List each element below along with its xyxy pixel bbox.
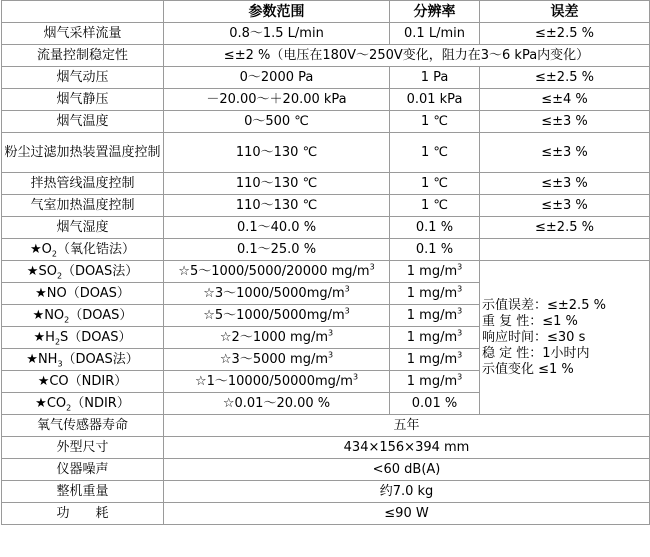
header-name-cell	[2, 1, 164, 23]
star-icon: ★	[33, 329, 46, 345]
gas-error-block	[480, 261, 650, 415]
formula-subscript: 3	[57, 359, 63, 369]
spec-row	[2, 133, 650, 173]
gas-label: $★NO_2(DOAS)$	[2, 305, 164, 327]
header-row	[2, 1, 650, 23]
merged-value: 约7.0 kg	[164, 481, 650, 503]
spec-row	[2, 415, 650, 437]
unit-superscript: 3	[457, 350, 463, 360]
range-value: 110～130 ℃	[164, 195, 390, 217]
spec-row	[2, 459, 650, 481]
gas-label: $★H_2S(DOAS)$	[2, 327, 164, 349]
gas-error-line: 示值变化 ≤1 %	[482, 361, 574, 377]
row-label: 烟气动压	[2, 67, 164, 89]
spec-row	[2, 111, 650, 133]
range-value: $☆1\sim 10000/50000mg/m^3$	[164, 371, 390, 393]
star-icon: ★	[35, 285, 47, 301]
header-param: 参数范围	[164, 1, 390, 23]
resolution-value: 0.01 %	[390, 393, 480, 415]
gas-row	[2, 261, 650, 283]
resolution-value: 0.1 %	[390, 239, 480, 261]
error-value: ≤±3 %	[480, 133, 650, 173]
header-resolution: 分辨率	[390, 1, 480, 23]
resolution-value: 1 ℃	[390, 111, 480, 133]
range-value: $☆5\sim 1000/5000mg/m^3$	[164, 305, 390, 327]
row-label: 烟气静压	[2, 89, 164, 111]
unit-superscript: 3	[352, 372, 359, 382]
formula-subscript: 2	[64, 315, 70, 325]
row-label: 整机重量	[2, 481, 164, 503]
spec-row	[2, 195, 650, 217]
unit-superscript: 3	[328, 328, 334, 338]
unit-superscript: 3	[344, 284, 350, 294]
range-value: 0.1～40.0 %	[164, 217, 390, 239]
gas-error-line: 响应时间：≤30 s	[482, 329, 586, 345]
range-value: ☆5～1000/5000/20000 $mg/m^3$	[164, 261, 390, 283]
range-value: 0～500 ℃	[164, 111, 390, 133]
formula-subscript: 2	[54, 337, 61, 347]
spec-row	[2, 481, 650, 503]
star-icon: ★	[32, 307, 45, 323]
formula-subscript: 2	[56, 271, 63, 281]
gas-label: $★SO_2(DOAS$法）	[2, 261, 164, 283]
range-value: $☆3\sim 1000/5000mg/m^3$	[164, 283, 390, 305]
gas-label: $★O_2$（氧化锆法）	[2, 239, 164, 261]
gas-row	[2, 239, 650, 261]
spec-row	[2, 217, 650, 239]
range-value: ☆2～1000 $mg/m^3$	[164, 327, 390, 349]
unit-superscript: 3	[457, 328, 463, 338]
star-icon: ★	[35, 395, 47, 411]
unit-superscript: 3	[457, 284, 463, 294]
range-value: 110～130 ℃	[164, 173, 390, 195]
row-label: 烟气采样流量	[2, 23, 164, 45]
spec-row	[2, 173, 650, 195]
resolution-value: 1 $mg/m^3$	[390, 305, 480, 327]
merged-value: 434×156×394 mm	[164, 437, 650, 459]
range-value: 0～2000 Pa	[164, 67, 390, 89]
resolution-value: 1 $mg/m^3$	[390, 283, 480, 305]
row-label: 外型尺寸	[2, 437, 164, 459]
star-icon: ★	[26, 351, 38, 367]
merged-value: 五年	[164, 415, 650, 437]
spec-row	[2, 503, 650, 525]
spec-row	[2, 23, 650, 45]
row-label: 烟气温度	[2, 111, 164, 133]
header-error: 误差	[480, 1, 650, 23]
resolution-value: 0.01 kPa	[390, 89, 480, 111]
resolution-value: 0.1 %	[390, 217, 480, 239]
row-label: 功 耗	[2, 503, 164, 525]
row-label: 烟气湿度	[2, 217, 164, 239]
unit-superscript: 3	[457, 372, 463, 382]
error-value: ≤±3 %	[480, 173, 650, 195]
error-value: ≤±3 %	[480, 111, 650, 133]
unit-superscript: 3	[328, 350, 334, 360]
star-icon: ★	[30, 241, 42, 257]
error-value: ≤±2.5 %	[480, 67, 650, 89]
star-icon: ★	[26, 263, 39, 279]
spec-table	[1, 0, 650, 525]
range-value: 110～130 ℃	[164, 133, 390, 173]
unit-superscript: 3	[369, 262, 375, 272]
gas-error-line: 稳 定 性：1小时内	[482, 345, 590, 361]
error-value: ≤±4 %	[480, 89, 650, 111]
row-label: 粉尘过滤加热装置温度控制	[2, 133, 164, 173]
spec-row	[2, 89, 650, 111]
resolution-value: 1 $mg/m^3$	[390, 261, 480, 283]
range-value: ☆0.01～20.00 %	[164, 393, 390, 415]
resolution-value: 1 ℃	[390, 133, 480, 173]
gas-label: ★CO（NDIR）	[2, 371, 164, 393]
spec-row	[2, 45, 650, 67]
merged-value: <60 dB(A)	[164, 459, 650, 481]
resolution-value: 1 $mg/m^3$	[390, 349, 480, 371]
range-value: 0.1～25.0 %	[164, 239, 390, 261]
gas-label: $★CO_2(NDIR)$	[2, 393, 164, 415]
gas-label: ★NO（DOAS）	[2, 283, 164, 305]
resolution-value: 1 ℃	[390, 195, 480, 217]
error-value	[480, 239, 650, 261]
resolution-value: 1 Pa	[390, 67, 480, 89]
unit-superscript: 3	[457, 306, 463, 316]
row-label: 氧气传感器寿命	[2, 415, 164, 437]
range-value: 0.8～1.5 L/min	[164, 23, 390, 45]
spec-row	[2, 67, 650, 89]
merged-value: ≤90 W	[164, 503, 650, 525]
resolution-value: 0.1 L/min	[390, 23, 480, 45]
error-value: ≤±3 %	[480, 195, 650, 217]
resolution-value: 1 ℃	[390, 173, 480, 195]
formula-subscript: 2	[51, 249, 57, 259]
merged-value: ≤±2 %（电压在180V～250V变化，阻力在3～6 kPa内变化）	[164, 45, 650, 67]
spec-row	[2, 437, 650, 459]
gas-error-line: 重 复 性：≤1 %	[482, 313, 578, 329]
error-value: ≤±2.5 %	[480, 217, 650, 239]
star-icon: ★	[37, 373, 50, 389]
row-label: 流量控制稳定性	[2, 45, 164, 67]
resolution-value: 1 $mg/m^3$	[390, 327, 480, 349]
row-label: 气室加热温度控制	[2, 195, 164, 217]
error-value: ≤±2.5 %	[480, 23, 650, 45]
resolution-value: 1 $mg/m^3$	[390, 371, 480, 393]
range-value: ☆3～5000 $mg/m^3$	[164, 349, 390, 371]
unit-superscript: 3	[457, 262, 463, 272]
unit-superscript: 3	[344, 306, 350, 316]
formula-subscript: 2	[66, 403, 72, 413]
row-label: 仪器噪声	[2, 459, 164, 481]
gas-label: $★NH_3(DOAS$法）	[2, 349, 164, 371]
gas-error-line: 示值误差：≤±2.5 %	[482, 297, 606, 313]
row-label: 拌热管线温度控制	[2, 173, 164, 195]
range-value: －20.00～＋20.00 kPa	[164, 89, 390, 111]
